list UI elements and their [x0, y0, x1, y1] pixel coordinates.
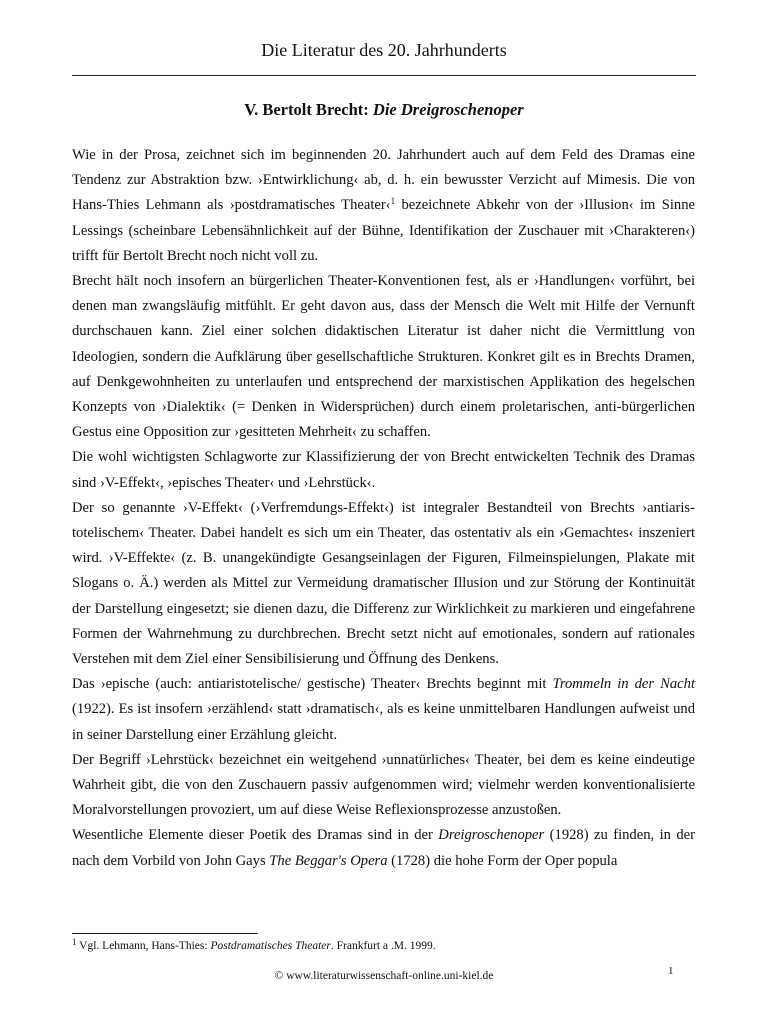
- chapter-title-prefix: V. Bertolt Brecht:: [244, 100, 369, 119]
- body-text: [72, 143, 695, 874]
- paragraph-1: [72, 143, 695, 269]
- copyright-notice[interactable]: © www.literaturwissenschaft-online.uni-kiel.de: [274, 970, 494, 982]
- chapter-title-work: Die Dreigroschenoper: [372, 100, 524, 119]
- paragraph-7-text-b: (1928) zu finden, in der nach dem Vorbild von John Gays: [72, 827, 696, 869]
- work-title-trommeln: Trommeln in der Nacht: [552, 676, 695, 693]
- paragraph-5-text-b: (1922). Es ist insofern ›erzählend‹ statt ›dramatisch‹, als es keine unmittelbaren Handlungen aufweist und in seiner Darstellung einer Erzählung gleicht.: [72, 701, 695, 743]
- footnote-text-b: . Frankfurt a .M. 1999.: [330, 940, 436, 952]
- footnote-work-title: Postdramatisches Theater: [210, 940, 331, 952]
- footnote-mark: 1: [72, 937, 77, 947]
- paragraph-7-text-a: Wesentliche Elemente dieser Poetik des Dramas sind in der: [72, 827, 439, 844]
- running-header-title: Die Literatur des 20. Jahrhunderts: [261, 40, 507, 60]
- footnote-text-a: Vgl. Lehmann, Hans-Thies:: [76, 940, 211, 952]
- paragraph-7-text-c: (1728) die hohe Form der Oper popula: [387, 852, 618, 869]
- work-title-beggars-opera: The Beggar's Opera: [269, 852, 388, 869]
- paragraph-4: Der so genannte ›V-Effekt‹ (›Verfremdungs-Effekt‹) ist integraler Bestandteil von Brechts ›antiaristotelischem‹ Theater. Dabei handelt es sich um ein Theater, das ostentativ als ein ›Gemachtes‹ inszeniert wird. ›V-Effekte‹ (z. B. unangekündigte Gesangseinlagen der Figuren, Filmeinspielungen, Plakate mit Slogans o. Ä.) werden als Mittel zur Vermeidung dramatischer Illusion und zur Störung der Kontinuität der Darstellung eingesetzt; sie dienen dazu, die Differenz zur Wirklichkeit zu markieren und eingefahrene Formen der Wahrnehmung zu durchbrechen. Brecht setzt nicht auf emotionales, sondern auf rationales Verstehen mit dem Ziel einer Sensibilisierung und Öffnung des Denkens.: [72, 499, 695, 668]
- footnote-divider: [72, 933, 258, 934]
- footnote: [72, 938, 692, 954]
- chapter-title: [0, 100, 768, 120]
- paragraph-6: Der Begriff ›Lehrstück‹ bezeichnet ein weitgehend ›unnatürliches‹ Theater, bei dem es keine eindeutige Wahrheit gibt, die von den Zuschauern passiv aufgenommen wird; vielmehr werden konventionalisierte Moralvorstellungen provoziert, um auf diese Weise Reflexionsprozesse anzustoßen.: [72, 751, 695, 819]
- work-title-dreigroschenoper: Dreigroschenoper: [438, 827, 545, 844]
- paragraph-7: [72, 823, 695, 873]
- paragraph-5-text-a: Das ›epische (auch: antiaristotelische/ gestische) Theater‹ Brechts beginnt mit: [72, 676, 553, 693]
- footnote-reference[interactable]: 1: [390, 196, 396, 207]
- paragraph-5: [72, 672, 695, 748]
- header-divider: [72, 75, 696, 76]
- paragraph-3: Die wohl wichtigsten Schlagworte zur Klassifizierung der von Brecht entwickelten Technik des Dramas sind ›V-Effekt‹, ›episches Theater‹ und ›Lehrstück‹.: [72, 449, 695, 491]
- paragraph-1-text-b: bezeichnete Abkehr von der ›Illusion‹ im Sinne Lessings (scheinbare Lebensähnlichkeit auf der Bühne, Identifikation der Zuschauer mit ›Charakteren‹) trifft für Bertolt Brecht noch nicht voll zu.: [72, 197, 696, 264]
- paragraph-2: Brecht hält noch insofern an bürgerlichen Theater-Konventionen fest, als er ›Handlungen‹ vorführt, bei denen man zwangsläufig mitfühlt. Er geht davon aus, dass der Mensch die Welt mit Hilfe der Vernunft durchschauen kann. Ziel einer solchen didaktischen Literatur ist daher nicht die Vermittlung von Ideologien, sondern die Aufklärung über gesellschaftliche Strukturen. Konkret gilt es in Brechts Dramen, auf Denkgewohnheiten zu unterlaufen und entsprechend der marxistischen Applikation des hegelschen Konzepts von ›Dialektik‹ (= Denken in Widersprüchen) durch einem proletarischen, anti-bürgerlichen Gestus eine Opposition zur ›gesitteten Mehrheit‹ zu schaffen.: [72, 273, 695, 441]
- page-number: 1: [668, 965, 674, 977]
- paragraph-1-text-a: Wie in der Prosa, zeichnet sich im beginnenden 20. Jahrhundert auch auf dem Feld des Dramas eine Tendenz zur Abstraktion bzw. ›Entwirklichung‹ ab, d. h. ein bewusster Verzicht auf Mimesis. Die von Hans-Thies Lehmann als ›postdramatisches Theater‹: [72, 147, 695, 214]
